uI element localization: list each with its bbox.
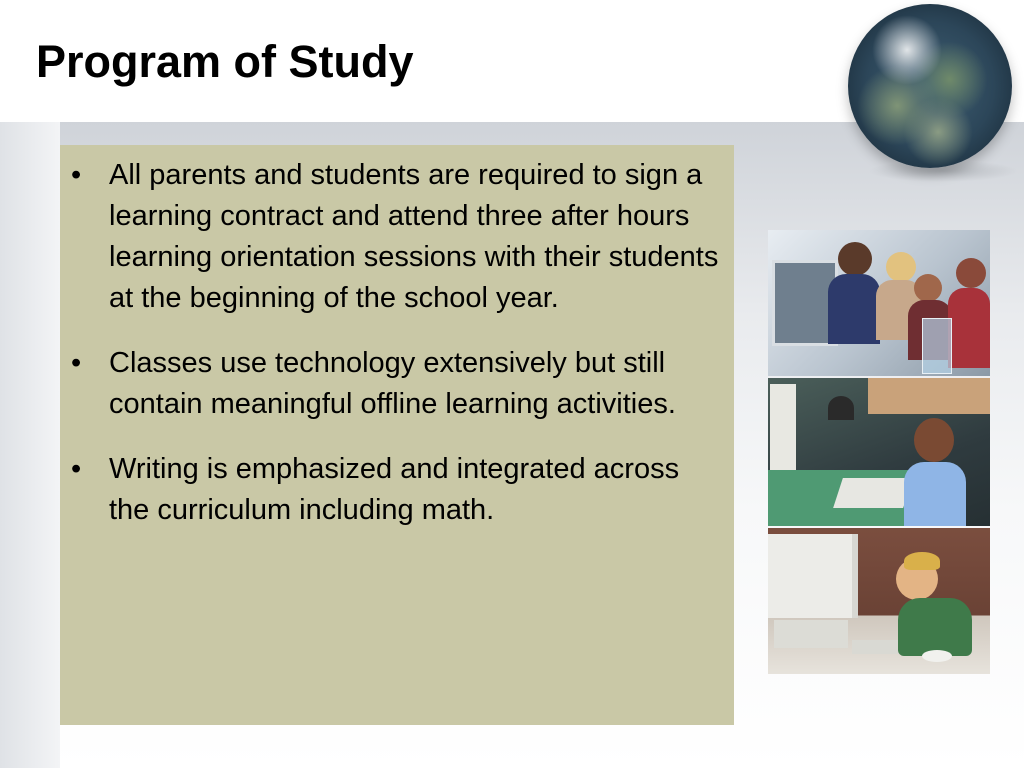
slide-title: Program of Study — [36, 36, 414, 87]
person-shape — [886, 252, 916, 282]
person-shape — [904, 462, 966, 526]
lamp-shape — [828, 396, 854, 420]
bullet-marker: • — [71, 453, 82, 485]
bullet-item — [60, 449, 734, 531]
person-shape — [956, 258, 986, 288]
content-box — [60, 145, 734, 725]
mouse-shape — [922, 650, 952, 662]
monitor-shape — [770, 384, 796, 470]
bullet-marker: • — [71, 347, 82, 379]
keyboard-shape — [833, 478, 913, 508]
monitor-shape — [768, 534, 858, 618]
person-shape — [948, 288, 990, 368]
monitor-base-shape — [774, 620, 848, 648]
bullet-marker: • — [71, 159, 82, 191]
person-shape — [914, 418, 954, 462]
wall-shape — [868, 378, 990, 414]
person-shape — [898, 598, 972, 656]
bullet-text: Writing is emphasized and integrated across the curriculum including math. — [109, 453, 680, 526]
bullet-item — [60, 155, 734, 319]
bullet-text: Classes use technology extensively but still contain meaningful offline learning activities. — [109, 347, 676, 420]
bullet-item — [60, 343, 734, 425]
child-at-computer-photo — [768, 378, 990, 526]
bullet-text: All parents and students are required to sign a learning contract and attend three after hours learning orientation sessions with their students at the beginning of the school year. — [109, 159, 719, 314]
person-shape — [828, 274, 880, 344]
person-shape — [914, 274, 942, 302]
photo-strip — [768, 230, 990, 674]
students-at-computer-photo — [768, 230, 990, 376]
person-shape — [904, 552, 940, 570]
toddler-at-computer-photo — [768, 528, 990, 674]
bullet-list — [60, 155, 734, 555]
person-shape — [838, 242, 872, 276]
globe-image — [848, 4, 1012, 168]
glass-shape — [922, 318, 952, 374]
slide-backdrop-left — [0, 122, 60, 768]
